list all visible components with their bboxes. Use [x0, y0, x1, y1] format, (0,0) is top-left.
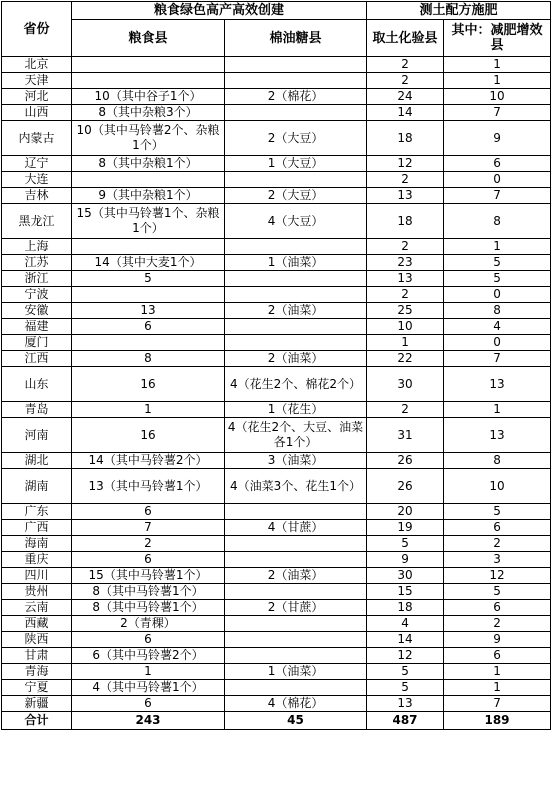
total-cash-crop-cell: 45: [225, 712, 367, 730]
reduction-cell: 1: [444, 57, 551, 73]
province-cell: 安徽: [2, 303, 72, 319]
table-row: [2, 287, 551, 303]
table-row: [2, 568, 551, 584]
table-row: [2, 255, 551, 271]
table-row: [2, 520, 551, 536]
reduction-cell: 13: [444, 418, 551, 453]
reduction-cell: 12: [444, 568, 551, 584]
header-soil-sampling-counties: 取土化验县: [367, 20, 444, 57]
province-cell: 浙江: [2, 271, 72, 287]
table-row: [2, 680, 551, 696]
soil-sampling-cell: 25: [367, 303, 444, 319]
table-row: [2, 536, 551, 552]
total-province-cell: 合计: [2, 712, 72, 730]
reduction-cell: 5: [444, 271, 551, 287]
header-grain-counties: 粮食县: [72, 20, 225, 57]
grain-county-cell: 16: [72, 367, 225, 402]
reduction-cell: 7: [444, 696, 551, 712]
province-cell: 宁夏: [2, 680, 72, 696]
soil-sampling-cell: 5: [367, 664, 444, 680]
table-row: [2, 469, 551, 504]
soil-sampling-cell: 2: [367, 402, 444, 418]
province-cell: 上海: [2, 239, 72, 255]
cash-crop-cell: [225, 648, 367, 664]
province-cell: 陕西: [2, 632, 72, 648]
soil-sampling-cell: 13: [367, 188, 444, 204]
soil-sampling-cell: 19: [367, 520, 444, 536]
grain-county-cell: 15（其中马铃薯1个）: [72, 568, 225, 584]
province-cell: 山西: [2, 105, 72, 121]
cash-crop-cell: 1（大豆）: [225, 156, 367, 172]
province-cell: 吉林: [2, 188, 72, 204]
cash-crop-cell: [225, 680, 367, 696]
table-row: [2, 632, 551, 648]
reduction-cell: 2: [444, 616, 551, 632]
header-row-1: [2, 2, 551, 20]
reduction-cell: 6: [444, 156, 551, 172]
grain-county-cell: 16: [72, 418, 225, 453]
table-row: [2, 319, 551, 335]
reduction-cell: 1: [444, 664, 551, 680]
reduction-cell: 0: [444, 172, 551, 188]
province-cell: 黑龙江: [2, 204, 72, 239]
cash-crop-cell: [225, 239, 367, 255]
cash-crop-cell: 4（棉花）: [225, 696, 367, 712]
cash-crop-cell: 4（花生2个、大豆、油菜各1个）: [225, 418, 367, 453]
table-row: [2, 172, 551, 188]
grain-county-cell: 10（其中谷子1个）: [72, 89, 225, 105]
reduction-cell: 0: [444, 335, 551, 351]
cash-crop-cell: 4（油菜3个、花生1个）: [225, 469, 367, 504]
cash-crop-cell: 2（油菜）: [225, 303, 367, 319]
table-row: [2, 402, 551, 418]
province-cell: 江西: [2, 351, 72, 367]
county-allocation-table: [1, 1, 551, 730]
grain-county-cell: 6: [72, 696, 225, 712]
soil-sampling-cell: 23: [367, 255, 444, 271]
grain-county-cell: 6: [72, 504, 225, 520]
soil-sampling-cell: 13: [367, 271, 444, 287]
header-soil-testing-group: 测土配方施肥: [367, 2, 551, 20]
soil-sampling-cell: 12: [367, 156, 444, 172]
soil-sampling-cell: 22: [367, 351, 444, 367]
table-row: [2, 418, 551, 453]
cash-crop-cell: 2（棉花）: [225, 89, 367, 105]
table-row: [2, 73, 551, 89]
soil-sampling-cell: 14: [367, 632, 444, 648]
soil-sampling-cell: 2: [367, 287, 444, 303]
grain-county-cell: 8（其中杂粮3个）: [72, 105, 225, 121]
total-soil-sampling-cell: 487: [367, 712, 444, 730]
cash-crop-cell: 2（甘蔗）: [225, 600, 367, 616]
province-cell: 河南: [2, 418, 72, 453]
reduction-cell: 1: [444, 73, 551, 89]
table-row: [2, 188, 551, 204]
reduction-cell: 10: [444, 469, 551, 504]
province-cell: 厦门: [2, 335, 72, 351]
table-row: [2, 453, 551, 469]
province-cell: 广西: [2, 520, 72, 536]
province-cell: 贵州: [2, 584, 72, 600]
table-row: [2, 335, 551, 351]
table-row: [2, 156, 551, 172]
province-cell: 青岛: [2, 402, 72, 418]
cash-crop-cell: [225, 105, 367, 121]
cash-crop-cell: 2（大豆）: [225, 121, 367, 156]
soil-sampling-cell: 15: [367, 584, 444, 600]
table-row: [2, 600, 551, 616]
cash-crop-cell: 2（大豆）: [225, 188, 367, 204]
soil-sampling-cell: 26: [367, 469, 444, 504]
cash-crop-cell: 4（大豆）: [225, 204, 367, 239]
soil-sampling-cell: 5: [367, 536, 444, 552]
cash-crop-cell: 2（油菜）: [225, 568, 367, 584]
grain-county-cell: 15（其中马铃薯1个、杂粮1个）: [72, 204, 225, 239]
reduction-cell: 1: [444, 239, 551, 255]
province-cell: 辽宁: [2, 156, 72, 172]
province-cell: 新疆: [2, 696, 72, 712]
province-cell: 宁波: [2, 287, 72, 303]
total-grain-county-cell: 243: [72, 712, 225, 730]
province-cell: 内蒙古: [2, 121, 72, 156]
province-cell: 青海: [2, 664, 72, 680]
grain-county-cell: 1: [72, 664, 225, 680]
reduction-cell: 1: [444, 402, 551, 418]
reduction-cell: 13: [444, 367, 551, 402]
cash-crop-cell: 1（油菜）: [225, 664, 367, 680]
grain-county-cell: 2: [72, 536, 225, 552]
cash-crop-cell: [225, 57, 367, 73]
grain-county-cell: 13: [72, 303, 225, 319]
soil-sampling-cell: 4: [367, 616, 444, 632]
soil-sampling-cell: 30: [367, 568, 444, 584]
soil-sampling-cell: 1: [367, 335, 444, 351]
cash-crop-cell: [225, 584, 367, 600]
table-row: [2, 204, 551, 239]
soil-sampling-cell: 30: [367, 367, 444, 402]
province-cell: 广东: [2, 504, 72, 520]
province-cell: 重庆: [2, 552, 72, 568]
soil-sampling-cell: 2: [367, 57, 444, 73]
reduction-cell: 9: [444, 632, 551, 648]
grain-county-cell: [72, 239, 225, 255]
soil-sampling-cell: 12: [367, 648, 444, 664]
table-row: [2, 121, 551, 156]
grain-county-cell: 10（其中马铃薯2个、杂粮1个）: [72, 121, 225, 156]
cash-crop-cell: [225, 616, 367, 632]
reduction-cell: 9: [444, 121, 551, 156]
soil-sampling-cell: 2: [367, 73, 444, 89]
reduction-cell: 4: [444, 319, 551, 335]
cash-crop-cell: [225, 172, 367, 188]
cash-crop-cell: 2（油菜）: [225, 351, 367, 367]
province-cell: 大连: [2, 172, 72, 188]
grain-county-cell: 1: [72, 402, 225, 418]
header-province: 省份: [2, 2, 72, 57]
province-cell: 河北: [2, 89, 72, 105]
grain-county-cell: 8: [72, 351, 225, 367]
grain-county-cell: 9（其中杂粮1个）: [72, 188, 225, 204]
soil-sampling-cell: 5: [367, 680, 444, 696]
reduction-cell: 7: [444, 351, 551, 367]
reduction-cell: 8: [444, 303, 551, 319]
table-row: [2, 239, 551, 255]
cash-crop-cell: [225, 271, 367, 287]
soil-sampling-cell: 26: [367, 453, 444, 469]
cash-crop-cell: [225, 632, 367, 648]
cash-crop-cell: 4（花生2个、棉花2个）: [225, 367, 367, 402]
province-cell: 山东: [2, 367, 72, 402]
grain-county-cell: [72, 335, 225, 351]
soil-sampling-cell: 14: [367, 105, 444, 121]
soil-sampling-cell: 2: [367, 239, 444, 255]
soil-sampling-cell: 31: [367, 418, 444, 453]
province-cell: 湖南: [2, 469, 72, 504]
cash-crop-cell: 1（油菜）: [225, 255, 367, 271]
reduction-cell: 3: [444, 552, 551, 568]
reduction-cell: 8: [444, 453, 551, 469]
soil-sampling-cell: 10: [367, 319, 444, 335]
header-cash-crop-counties: 棉油糖县: [225, 20, 367, 57]
grain-county-cell: 14（其中大麦1个）: [72, 255, 225, 271]
table-row: [2, 303, 551, 319]
province-cell: 福建: [2, 319, 72, 335]
grain-county-cell: [72, 172, 225, 188]
province-cell: 海南: [2, 536, 72, 552]
table-row: [2, 664, 551, 680]
reduction-cell: 6: [444, 648, 551, 664]
table-row: [2, 696, 551, 712]
table-row: [2, 57, 551, 73]
reduction-cell: 7: [444, 105, 551, 121]
table-row: [2, 552, 551, 568]
cash-crop-cell: [225, 287, 367, 303]
grain-county-cell: 5: [72, 271, 225, 287]
table-body: [2, 57, 551, 730]
reduction-cell: 6: [444, 520, 551, 536]
reduction-cell: 10: [444, 89, 551, 105]
province-cell: 天津: [2, 73, 72, 89]
grain-county-cell: 14（其中马铃薯2个）: [72, 453, 225, 469]
soil-sampling-cell: 18: [367, 204, 444, 239]
cash-crop-cell: [225, 536, 367, 552]
total-reduction-cell: 189: [444, 712, 551, 730]
cash-crop-cell: [225, 552, 367, 568]
grain-county-cell: 2（青稞）: [72, 616, 225, 632]
province-cell: 甘肃: [2, 648, 72, 664]
header-green-yield-group: 粮食绿色高产高效创建: [72, 2, 367, 20]
grain-county-cell: [72, 57, 225, 73]
cash-crop-cell: 4（甘蔗）: [225, 520, 367, 536]
cash-crop-cell: [225, 504, 367, 520]
soil-sampling-cell: 20: [367, 504, 444, 520]
province-cell: 西藏: [2, 616, 72, 632]
grain-county-cell: 6（其中马铃薯2个）: [72, 648, 225, 664]
province-cell: 江苏: [2, 255, 72, 271]
grain-county-cell: 6: [72, 319, 225, 335]
table-row: [2, 648, 551, 664]
header-row-2: [2, 20, 551, 57]
province-cell: 北京: [2, 57, 72, 73]
reduction-cell: 5: [444, 504, 551, 520]
soil-sampling-cell: 18: [367, 600, 444, 616]
grain-county-cell: [72, 287, 225, 303]
table-row: [2, 616, 551, 632]
province-cell: 四川: [2, 568, 72, 584]
grain-county-cell: 8（其中马铃薯1个）: [72, 584, 225, 600]
table-row: [2, 89, 551, 105]
table-row: [2, 367, 551, 402]
reduction-cell: 5: [444, 255, 551, 271]
soil-sampling-cell: 13: [367, 696, 444, 712]
table-row: [2, 584, 551, 600]
reduction-cell: 5: [444, 584, 551, 600]
grain-county-cell: [72, 73, 225, 89]
province-cell: 湖北: [2, 453, 72, 469]
grain-county-cell: 8（其中马铃薯1个）: [72, 600, 225, 616]
grain-county-cell: 6: [72, 552, 225, 568]
table-row: [2, 351, 551, 367]
cash-crop-cell: 3（油菜）: [225, 453, 367, 469]
reduction-cell: 7: [444, 188, 551, 204]
table-row: [2, 271, 551, 287]
grain-county-cell: 8（其中杂粮1个）: [72, 156, 225, 172]
reduction-cell: 6: [444, 600, 551, 616]
grain-county-cell: 7: [72, 520, 225, 536]
table-row: [2, 504, 551, 520]
soil-sampling-cell: 24: [367, 89, 444, 105]
table-row: [2, 105, 551, 121]
reduction-cell: 1: [444, 680, 551, 696]
reduction-cell: 0: [444, 287, 551, 303]
soil-sampling-cell: 2: [367, 172, 444, 188]
reduction-cell: 8: [444, 204, 551, 239]
cash-crop-cell: [225, 319, 367, 335]
total-row: [2, 712, 551, 730]
province-cell: 云南: [2, 600, 72, 616]
cash-crop-cell: [225, 73, 367, 89]
cash-crop-cell: 1（花生）: [225, 402, 367, 418]
soil-sampling-cell: 18: [367, 121, 444, 156]
cash-crop-cell: [225, 335, 367, 351]
header-fertilizer-reduction-counties: 其中：减肥增效县: [444, 20, 551, 57]
grain-county-cell: 4（其中马铃薯1个）: [72, 680, 225, 696]
grain-county-cell: 13（其中马铃薯1个）: [72, 469, 225, 504]
grain-county-cell: 6: [72, 632, 225, 648]
soil-sampling-cell: 9: [367, 552, 444, 568]
reduction-cell: 2: [444, 536, 551, 552]
